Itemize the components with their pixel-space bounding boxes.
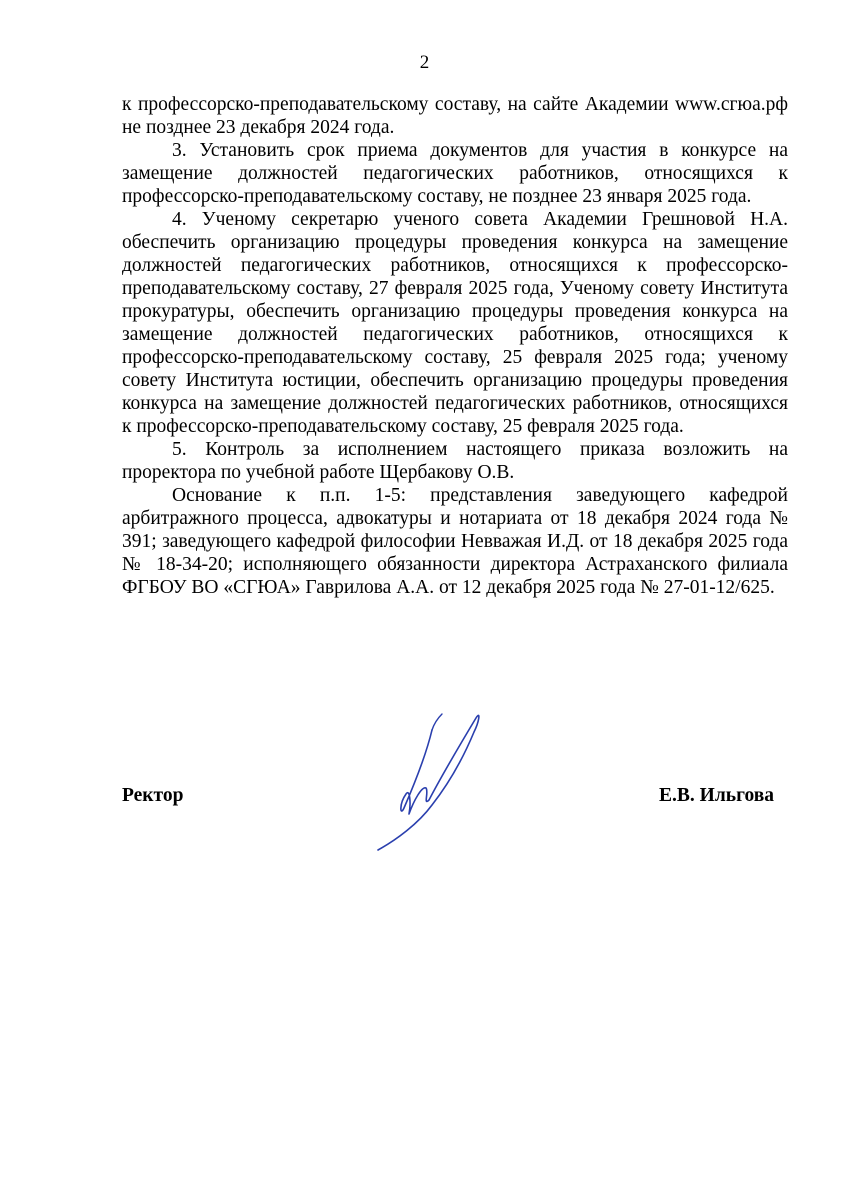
page-number: 2: [419, 52, 430, 73]
document-body: [122, 93, 788, 599]
handwritten-signature: [366, 700, 506, 855]
signature-flourish: [432, 714, 442, 730]
paragraph-basis: Основание к п.п. 1-5: представления заведующего кафедрой арбитражного процесса, адвокатуры и нотариата от 18 декабря 2024 года № 391; заведующего кафедрой философии Невважая И.Д. от 18 декабря 2025 года № 18-34-20; исполняющего обязанности директора Астраханского филиала ФГБОУ ВО «СГЮА» Гаврилова А.А. от 12 декабря 2025 года № 27-01-12/625.: [122, 485, 788, 598]
signatory-name: Е.В. Ильгова: [659, 785, 774, 806]
paragraph-item-5: 5. Контроль за исполнением настоящего приказа возложить на проректора по учебной работе Щербакову О.В.: [122, 439, 788, 483]
paragraph-website-deadline: к профессорско-преподавательскому составу, на сайте Академии www.сгюа.рф не позднее 23 декабря 2024 года.: [122, 94, 788, 138]
paragraph-item-3: 3. Установить срок приема документов для участия в конкурсе на замещение должностей педагогических работников, относящихся к профессорско-преподавательскому составу, не позднее 23 января 2025 года.: [122, 140, 788, 207]
paragraph-item-4: 4. Ученому секретарю ученого совета Академии Грешновой Н.А. обеспечить организацию процедуры проведения конкурса на замещение должностей педагогических работников, относящихся к профессорско-преподавательскому составу, 27 февраля 2025 года, Ученому совету Института прокуратуры, обеспечить организацию процедуры проведения конкурса на замещение должностей педагогических работников, относящихся к профессорско-преподавательскому составу, 25 февраля 2025 года; ученому совету Института юстиции, обеспечить организацию процедуры проведения конкурса на замещение должностей педагогических работников, относящихся к профессорско-преподавательскому составу, 25 февраля 2025 года.: [122, 209, 788, 437]
signature-block: [122, 780, 788, 810]
signatory-title: Ректор: [122, 785, 184, 806]
